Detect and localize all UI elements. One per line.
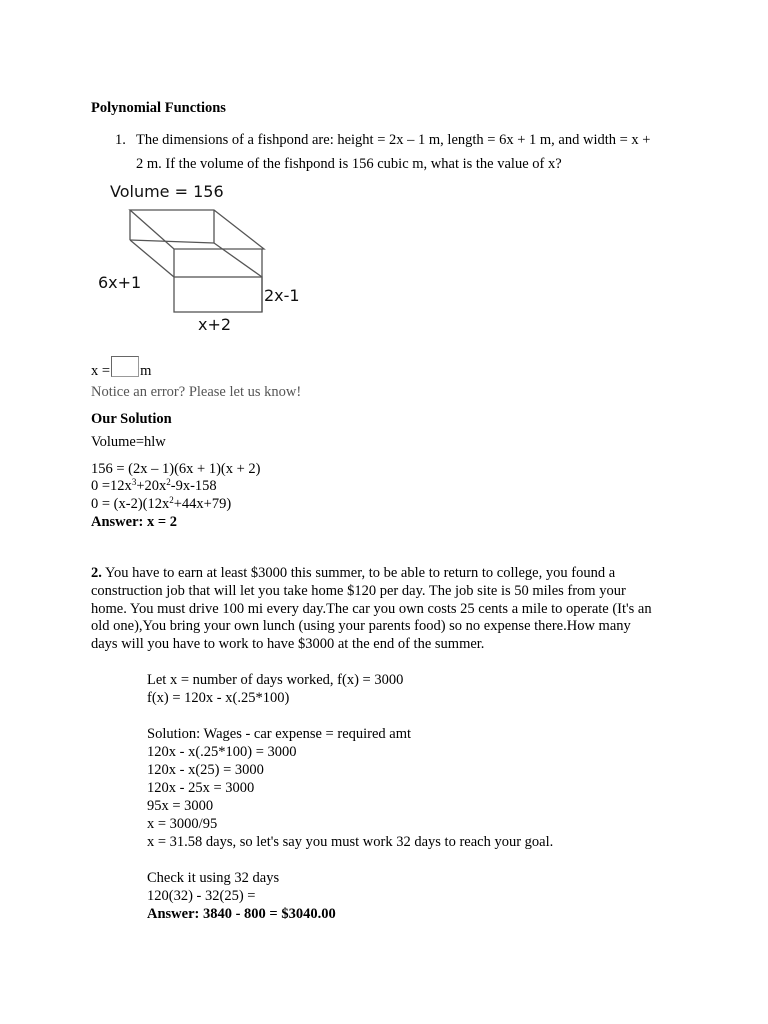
page-title: Polynomial Functions	[91, 100, 226, 116]
height-label: 2x-1	[264, 286, 300, 305]
solution-step1: 156 = (2x – 1)(6x + 1)(x + 2)	[91, 461, 261, 477]
work-line: 120x - 25x = 3000	[147, 780, 255, 796]
fishpond-box-diagram	[94, 180, 324, 340]
problem2-text-line5: days will you have to work to have $3000 at the end of the summer.	[91, 636, 485, 652]
answer-input-row	[91, 356, 151, 380]
problem1-text-line1: The dimensions of a fishpond are: height = 2x – 1 m, length = 6x + 1 m, and width = x +	[136, 132, 651, 148]
problem1-text-line2: 2 m. If the volume of the fishpond is 156 cubic m, what is the value of x?	[136, 156, 562, 172]
solution-step2: $0 =12x^3+20x^2-9x-158$	[91, 477, 217, 494]
work-line: 95x = 3000	[147, 798, 214, 814]
work-line: x = 31.58 days, so let's say you must work 32 days to reach your goal.	[147, 834, 554, 850]
volume-label: Volume = 156	[110, 182, 224, 201]
problem1-answer: Answer: x = 2	[91, 514, 177, 530]
report-error-link[interactable]: Notice an error? Please let us know!	[91, 384, 302, 400]
problem2-text-line1: 2. You have to earn at least $3000 this summer, to be able to return to college, you found a	[91, 565, 616, 581]
problem2-text-line3: home. You must drive 100 mi every day.The car you own costs 25 cents a mile to operate (It's an	[91, 601, 652, 617]
problem2-text-line2: construction job that will let you take home $120 per day. The job site is 50 miles from your	[91, 583, 626, 599]
input-suffix: m	[140, 363, 152, 379]
work-line: Check it using 32 days	[147, 870, 280, 886]
work-line: Let x = number of days worked, f(x) = 3000	[147, 672, 404, 688]
problem2-work	[147, 671, 553, 923]
work-line: 120x - x(.25*100) = 3000	[147, 744, 297, 760]
problem2-text-line4: old one),You bring your own lunch (using your parents food) so no expense there.How many	[91, 618, 631, 634]
work-line: 120(32) - 32(25) =	[147, 888, 256, 904]
work-line	[147, 851, 553, 869]
box-outline	[130, 210, 264, 312]
solution-heading: Our Solution	[91, 411, 172, 427]
x-answer-input[interactable]	[111, 356, 139, 377]
work-line	[147, 707, 553, 725]
work-line: f(x) = 120x - x(.25*100)	[147, 690, 290, 706]
work-line: x = 3000/95	[147, 816, 218, 832]
work-line: 120x - x(25) = 3000	[147, 762, 264, 778]
input-prefix: x =	[91, 363, 111, 379]
width-label: x+2	[198, 315, 232, 334]
problem2-number: 2.	[91, 565, 102, 581]
length-label: 6x+1	[98, 273, 142, 292]
solution-step3: $0 = (x-2)(12x^2+44x+79)$	[91, 495, 232, 512]
work-line: Solution: Wages - car expense = required amt	[147, 726, 412, 742]
problem1-number: 1.	[115, 132, 126, 148]
volume-formula: Volume=hlw	[91, 434, 166, 450]
problem2-answer: Answer: 3840 - 800 = $3040.00	[147, 906, 336, 922]
